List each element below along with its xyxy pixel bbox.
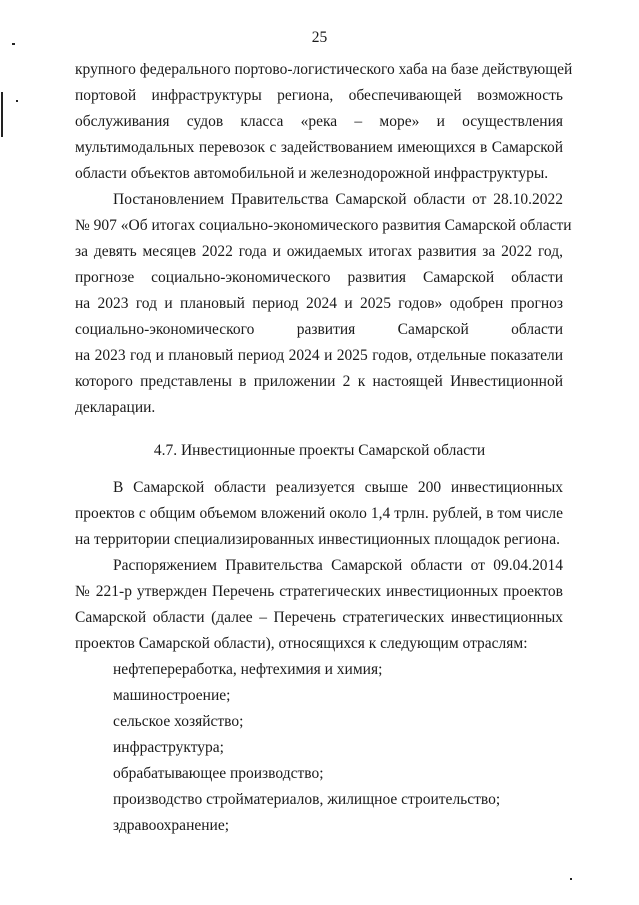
paragraph-2-line: за девять месяцев 2022 года и ожидаемых итогах развития за 2022 год, bbox=[75, 243, 563, 260]
paragraph-1-line: крупного федерального портово-логистического хаба на базе действующей bbox=[75, 61, 573, 78]
paragraph-2-line: на 2023 год и плановый период 2024 и 2025 годов, отдельные показатели bbox=[75, 347, 563, 364]
paragraph-2-line: которого представлены в приложении 2 к настоящей Инвестиционной bbox=[75, 373, 563, 390]
paragraph-1-line: области объектов автомобильной и железнодорожной инфраструктуры. bbox=[75, 165, 549, 182]
scan-mark-bottom-right bbox=[570, 878, 572, 880]
section-heading: 4.7. Инвестиционные проекты Самарской области bbox=[153, 442, 486, 459]
industry-list-item: здравоохранение; bbox=[113, 817, 230, 834]
paragraph-4-line: проектов Самарской области), относящихся к следующим отраслям: bbox=[75, 635, 528, 652]
industry-list-item: машиностроение; bbox=[113, 687, 231, 704]
paragraph-2-line: декларации. bbox=[75, 399, 156, 416]
industry-list-item: сельское хозяйство; bbox=[113, 713, 244, 730]
page-number: 25 bbox=[311, 29, 328, 46]
scan-mark-left bbox=[16, 100, 18, 102]
paragraph-3-line: проектов с общим объемом вложений около 1,4 трлн. рублей, в том числе bbox=[75, 505, 563, 522]
industry-list-item: нефтепереработка, нефтехимия и химия; bbox=[113, 661, 383, 678]
scan-margin-bar bbox=[1, 92, 3, 137]
industry-list-item: обрабатывающее производство; bbox=[113, 765, 324, 782]
paragraph-2-line: прогнозе социально-экономического развития Самарской области bbox=[75, 269, 563, 286]
paragraph-1-line: обслуживания судов класса «река – море» и осуществления bbox=[75, 113, 563, 130]
industry-list-item: производство стройматериалов, жилищное строительство; bbox=[113, 791, 501, 808]
paragraph-2-line: № 907 «Об итогах социально-экономического развития Самарской области bbox=[75, 217, 572, 234]
paragraph-1-line: мультимодальных перевозок с задействованием имеющихся в Самарской bbox=[75, 139, 563, 156]
paragraph-2-line: на 2023 год и плановый период 2024 и 2025 годов» одобрен прогноз bbox=[75, 295, 563, 312]
paragraph-1-line: портовой инфраструктуры региона, обеспечивающей возможность bbox=[75, 87, 563, 104]
paragraph-4-line: Самарской области (далее – Перечень стратегических инвестиционных bbox=[75, 609, 563, 626]
paragraph-2-line: социально-экономического развития Самарской области bbox=[75, 321, 563, 338]
paragraph-4-line: № 221-р утвержден Перечень стратегических инвестиционных проектов bbox=[75, 583, 563, 600]
paragraph-3-line: на территории специализированных инвестиционных площадок региона. bbox=[75, 531, 560, 548]
industry-list-item: инфраструктура; bbox=[113, 739, 224, 756]
paragraph-4-line: Распоряжением Правительства Самарской области от 09.04.2014 bbox=[113, 557, 563, 574]
paragraph-2-line: Постановлением Правительства Самарской области от 28.10.2022 bbox=[113, 191, 563, 208]
paragraph-3-line: В Самарской области реализуется свыше 200 инвестиционных bbox=[113, 479, 563, 496]
